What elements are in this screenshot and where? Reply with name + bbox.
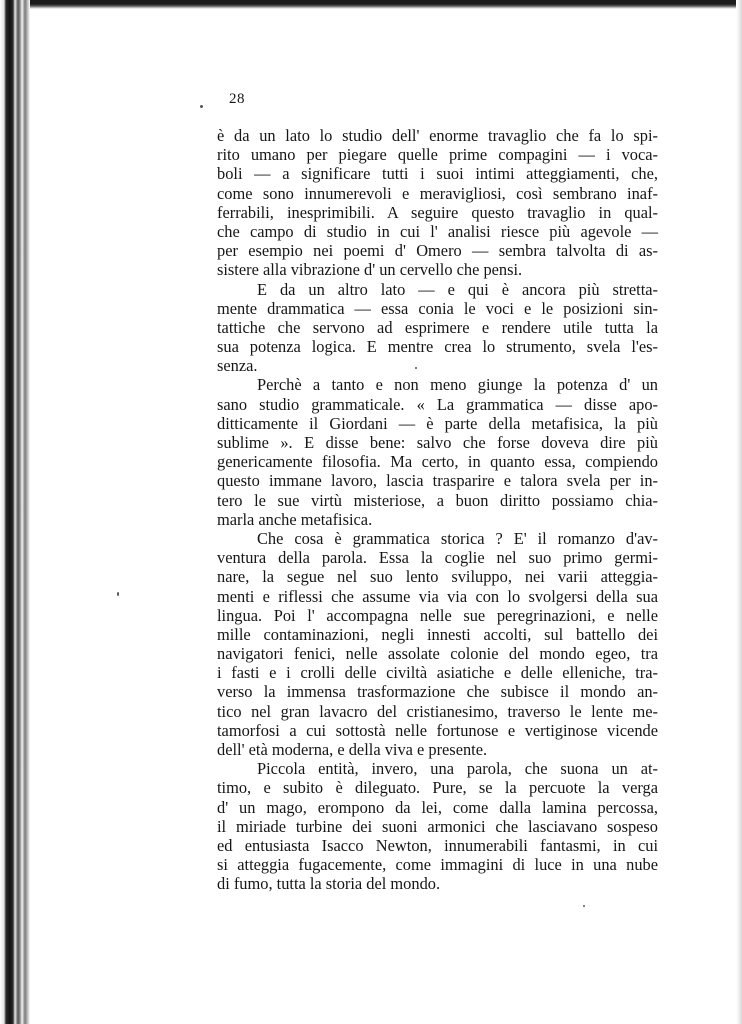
text-line: mille contaminazioni, negli innesti accolti, sul battello dei [217, 624, 658, 644]
text-line: rito umano per piegare quelle prime compagini — i voca- [217, 145, 658, 165]
text-line: è da un lato lo studio dell' enorme travaglio che fa lo spi- [217, 126, 658, 145]
text-line: sublime ». E disse bene: salvo che forse doveva dire più [217, 433, 658, 452]
text-line: tero le sue virtù misteriose, a buon diritto possiamo chia- [217, 490, 658, 510]
text-line: mente drammatica — essa conia le voci e le posizioni sin- [217, 298, 658, 318]
text-line: ditticamente il Giordani — è parte della metafisica, la più [217, 413, 658, 433]
text-line: menti e riflessi che assume via via con lo svolgersi della sua [217, 586, 658, 606]
text-line: d' un mago, erompono da lei, come dalla lamina percossa, [217, 797, 658, 817]
page-right-edge [736, 0, 742, 1024]
text-line: nare, la segue nel suo lento sviluppo, nei varii atteggia- [217, 567, 658, 587]
text-line: tamorfosi a cui sottostà nelle fortunose e vertiginose vicende [217, 720, 658, 740]
text-line: marla anche metafisica. [217, 509, 373, 529]
text-line: dell' età moderna, e della viva e presente. [217, 740, 488, 759]
text-line: ferrabili, inesprimibili. A seguire questo travaglio in qual- [217, 202, 658, 222]
text-line: navigatori fenici, nelle assolate colonie del mondo egeo, tra [217, 644, 658, 664]
text-line: si atteggia fugacemente, come immagini di luce in una nube [217, 855, 658, 875]
text-line: questo immane lavoro, lascia trasparire e talora svela per in- [217, 471, 658, 491]
text-line: Perchè a tanto e non meno giunge la potenza d' un [257, 375, 658, 395]
text-line: il miriade turbine dei suoni armonici che lasciavano sospeso [217, 816, 658, 836]
text-line: come sono innumerevoli e meravigliosi, così sembrano inaf- [217, 183, 658, 203]
text-line: sano studio grammaticale. « La grammatica — disse apo- [217, 394, 658, 414]
text-line: lingua. Poi l' accompagna nelle sue peregrinazioni, e nelle [217, 605, 658, 625]
text-line: Che cosa è grammatica storica ? E' il romanzo d'av- [257, 528, 658, 548]
text-line: boli — a significare tutti i suoi intimi atteggiamenti, che, [217, 164, 658, 184]
text-line: i fasti e i crolli delle civiltà asiatiche e delle elleniche, tra- [217, 663, 658, 683]
paper-speck [583, 905, 585, 907]
text-line: che campo di studio in cui l' analisi riesce più agevole — [217, 221, 658, 241]
text-line: verso la immensa trasformazione che subisce il mondo an- [217, 682, 658, 702]
text-line: di fumo, tutta la storia del mondo. [217, 874, 441, 894]
paper-speck [117, 592, 119, 596]
book-spine-shadow [0, 0, 30, 1024]
text-line: Piccola entità, invero, una parola, che suona un at- [257, 759, 658, 779]
text-line: sistere alla vibrazione d' un cervello che pensi. [217, 260, 523, 280]
text-line: tattiche che servono ad esprimere e rendere utile tutta la [217, 317, 658, 337]
page-top-edge [0, 0, 742, 9]
text-line: genericamente filosofia. Ma certo, in quanto essa, compiendo [217, 452, 658, 472]
text-line: E da un altro lato — e qui è ancora più stretta- [257, 279, 658, 299]
page-number: 28 [229, 91, 245, 107]
text-line: timo, e subito è dileguato. Pure, se la percuote la verga [217, 778, 658, 798]
text-line: senza. [217, 356, 258, 376]
paper-speck [200, 105, 203, 108]
text-line: sua potenza logica. E mentre crea lo strumento, svela l'es- [217, 337, 658, 357]
text-line: tico nel gran lavacro del cristianesimo, traverso le lente me- [217, 701, 658, 721]
text-line: per esempio nei poemi d' Omero — sembra talvolta di as- [217, 241, 658, 261]
text-line: ed entusiasta Isacco Newton, innumerabili fantasmi, in cui [217, 835, 658, 855]
text-line: ventura della parola. Essa la coglie nel suo primo germi- [217, 548, 658, 568]
body-text [217, 126, 658, 894]
